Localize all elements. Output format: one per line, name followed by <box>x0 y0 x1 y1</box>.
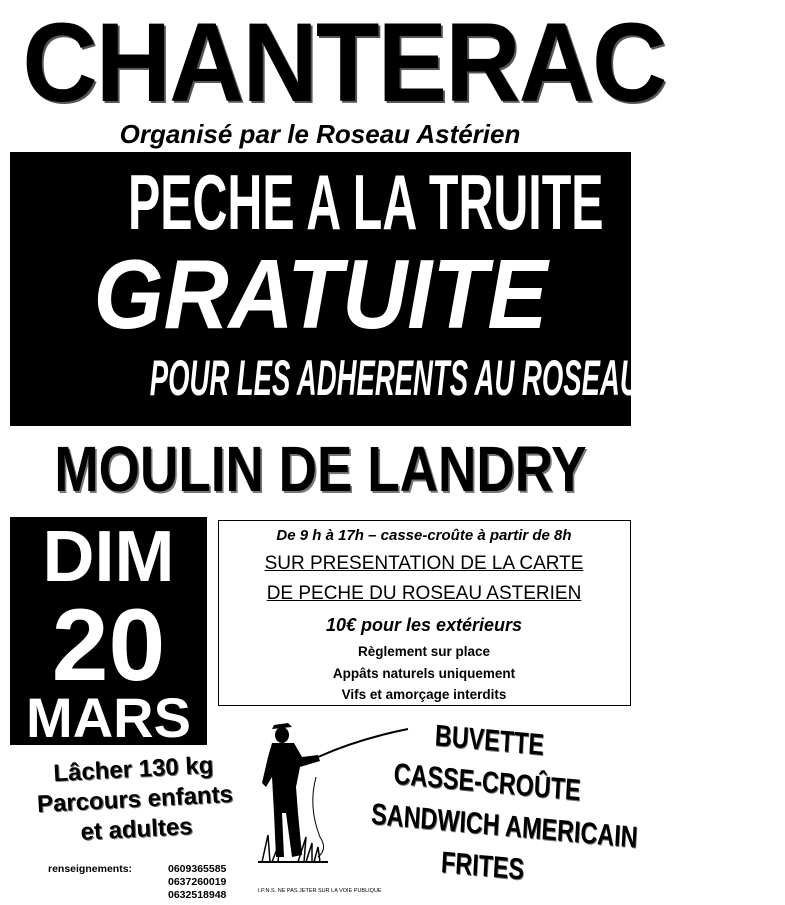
lacher-block <box>0 748 272 852</box>
info-rule: Règlement sur place <box>357 644 491 659</box>
date-month: MARS <box>26 686 191 749</box>
venue-title: MOULIN DE LANDRY <box>54 433 587 505</box>
info-carte-line1: SUR PRESENTATION DE LA CARTE <box>264 553 584 574</box>
date-number: 20 <box>51 588 166 702</box>
service-item: CASSE-CROÛTE <box>392 757 582 808</box>
contact-phone: 0609365585 <box>168 863 227 875</box>
footer-note: I.P.N.S. NE PAS JETER SUR LA VOIE PUBLIQUE <box>258 888 382 894</box>
service-item: BUVETTE <box>434 719 545 762</box>
service-item: FRITES <box>440 846 525 887</box>
info-rule: Appâts naturels uniquement <box>332 666 516 681</box>
organizer-line: Organisé par le Roseau Astérien <box>119 119 521 149</box>
headline-banner <box>10 152 785 426</box>
headline-adherents: POUR LES ADHERENTS AU ROSEAU ASTERIEN <box>149 350 785 406</box>
lacher-line: Lâcher 130 kg <box>52 751 215 788</box>
lacher-line: et adultes <box>79 813 194 846</box>
headline-peche: PECHE A LA TRUITE <box>127 158 604 246</box>
info-box <box>218 520 631 706</box>
lacher-line: Parcours enfants <box>36 780 234 819</box>
contact-label: renseignements: <box>48 863 133 875</box>
contact-phone: 0637260019 <box>168 876 227 888</box>
contact-phone: 0632518948 <box>168 889 227 901</box>
info-hours: De 9 h à 17h – casse-croûte à partir de 8h <box>276 527 572 544</box>
date-block <box>10 517 207 749</box>
headline-gratuite: GRATUITE <box>93 239 548 349</box>
services-list <box>368 710 639 898</box>
info-carte-line2: DE PECHE DU ROSEAU ASTERIEN <box>266 583 582 604</box>
service-item: SANDWICH AMERICAIN <box>370 797 639 855</box>
poster-title-town: CHANTERAC <box>22 0 666 125</box>
info-rule: Vifs et amorçage interdits <box>341 687 507 702</box>
info-exterieurs: 10€ pour les extérieurs <box>325 615 523 635</box>
date-day: DIM <box>42 517 175 597</box>
